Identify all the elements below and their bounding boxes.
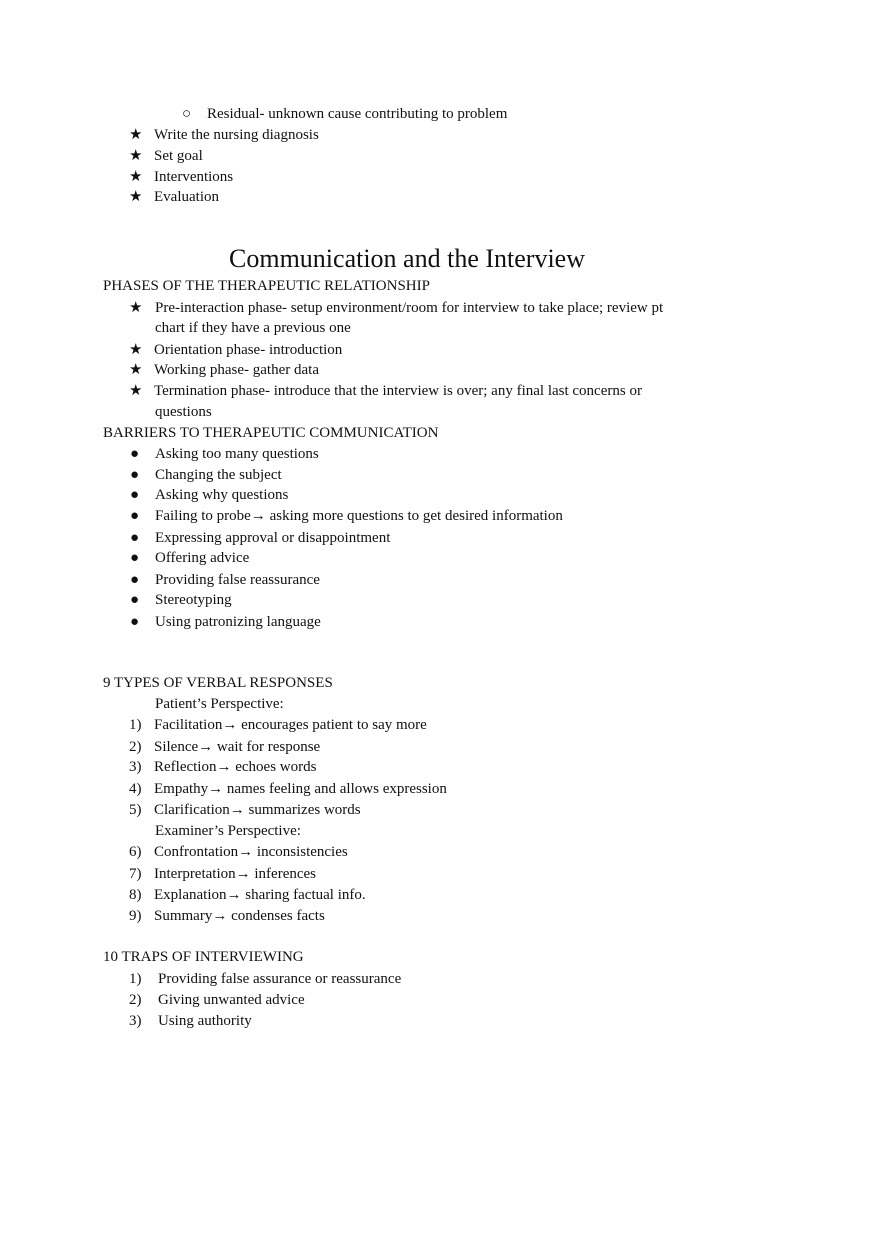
step-item: Evaluation [154, 189, 219, 205]
dot-bullet: ● [130, 550, 140, 566]
phase-item: Orientation phase- introduction [154, 342, 343, 358]
verbal-item: Explanation→ sharing factual info. [154, 887, 366, 903]
barrier-item: Asking too many questions [155, 446, 319, 462]
step-item: Set goal [154, 148, 203, 164]
barriers-heading: BARRIERS TO THERAPEUTIC COMMUNICATION [103, 425, 439, 441]
list-number: 3) [129, 1013, 142, 1029]
list-number: 8) [129, 887, 142, 903]
dot-bullet: ● [130, 614, 140, 630]
trap-item: Giving unwanted advice [158, 992, 305, 1008]
star-bullet: ★ [129, 127, 143, 143]
residual-item: Residual- unknown cause contributing to problem [207, 106, 508, 122]
phase-item-continuation: chart if they have a previous one [155, 320, 351, 336]
star-bullet: ★ [129, 169, 143, 185]
examiner-perspective-label: Examiner’s Perspective: [155, 823, 301, 839]
trap-item: Providing false assurance or reassurance [158, 971, 402, 987]
verbal-heading: 9 TYPES OF VERBAL RESPONSES [103, 675, 333, 691]
phase-item: Working phase- gather data [154, 362, 319, 378]
phases-heading: PHASES OF THE THERAPEUTIC RELATIONSHIP [103, 278, 430, 294]
trap-item: Using authority [158, 1013, 252, 1029]
barrier-item: Expressing approval or disappointment [155, 530, 391, 546]
hollow-circle-bullet: ○ [182, 106, 192, 122]
list-number: 3) [129, 759, 142, 775]
barrier-item: Asking why questions [155, 487, 289, 503]
step-item: Write the nursing diagnosis [154, 127, 319, 143]
list-number: 2) [129, 739, 142, 755]
list-number: 7) [129, 866, 142, 882]
verbal-item: Reflection→ echoes words [154, 759, 317, 775]
phase-item: Pre-interaction phase- setup environment/room for interview to take place; review pt [155, 300, 664, 316]
list-number: 6) [129, 844, 142, 860]
dot-bullet: ● [130, 592, 140, 608]
barrier-item: Offering advice [155, 550, 250, 566]
star-bullet: ★ [129, 148, 143, 164]
verbal-item: Facilitation→ encourages patient to say more [154, 717, 427, 733]
page-title: Communication and the Interview [229, 244, 585, 273]
verbal-item: Empathy→ names feeling and allows expression [154, 781, 447, 797]
list-number: 5) [129, 802, 142, 818]
list-number: 1) [129, 971, 142, 987]
star-bullet: ★ [129, 189, 143, 205]
traps-heading: 10 TRAPS OF INTERVIEWING [103, 949, 304, 965]
dot-bullet: ● [130, 487, 140, 503]
dot-bullet: ● [130, 467, 140, 483]
phase-item: Termination phase- introduce that the interview is over; any final last concerns or [154, 383, 642, 399]
barrier-item: Using patronizing language [155, 614, 321, 630]
dot-bullet: ● [130, 572, 140, 588]
step-item: Interventions [154, 169, 234, 185]
star-bullet: ★ [129, 342, 143, 358]
star-bullet: ★ [129, 300, 143, 316]
phase-item-continuation: questions [155, 404, 212, 420]
barrier-item: Stereotyping [155, 592, 232, 608]
verbal-item: Clarification→ summarizes words [154, 802, 361, 818]
list-number: 2) [129, 992, 142, 1008]
patient-perspective-label: Patient’s Perspective: [155, 696, 284, 712]
barrier-item: Changing the subject [155, 467, 282, 483]
list-number: 4) [129, 781, 142, 797]
barrier-item: Providing false reassurance [155, 572, 320, 588]
star-bullet: ★ [129, 362, 143, 378]
verbal-item: Confrontation→ inconsistencies [154, 844, 348, 860]
verbal-item: Silence→ wait for response [154, 739, 321, 755]
dot-bullet: ● [130, 530, 140, 546]
barrier-item: Failing to probe→ asking more questions to get desired information [155, 508, 563, 524]
dot-bullet: ● [130, 508, 140, 524]
verbal-item: Interpretation→ inferences [154, 866, 317, 882]
dot-bullet: ● [130, 446, 140, 462]
verbal-item: Summary→ condenses facts [154, 908, 325, 924]
list-number: 9) [129, 908, 142, 924]
list-number: 1) [129, 717, 142, 733]
star-bullet: ★ [129, 383, 143, 399]
